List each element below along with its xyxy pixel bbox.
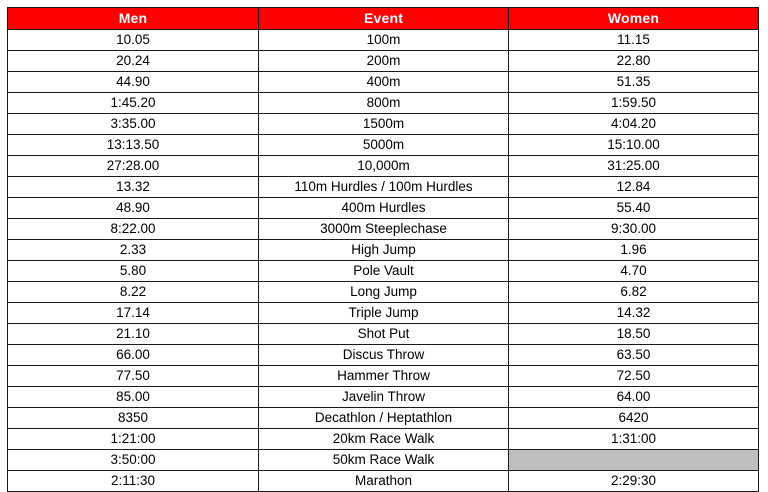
table-row[interactable]: [8, 72, 759, 93]
table-cell-men: 1:45.20: [8, 93, 259, 114]
table-cell-men: 20.24: [8, 51, 259, 72]
table-cell-event: Hammer Throw: [259, 366, 509, 387]
table-row[interactable]: [8, 282, 759, 303]
table-cell-men: 48.90: [8, 198, 259, 219]
table-row[interactable]: [8, 198, 759, 219]
table-cell-men: 85.00: [8, 387, 259, 408]
table-row[interactable]: [8, 303, 759, 324]
table-body: [8, 30, 759, 492]
table-cell-event: 5000m: [259, 135, 509, 156]
table-cell-men: 5.80: [8, 261, 259, 282]
table-cell-women: 55.40: [509, 198, 759, 219]
table-cell-event: Javelin Throw: [259, 387, 509, 408]
table-cell-women: 18.50: [509, 324, 759, 345]
table-cell-women: 6420: [509, 408, 759, 429]
table-cell-men: 10.05: [8, 30, 259, 51]
table-cell-men: 8:22.00: [8, 219, 259, 240]
table-cell-men: 3:50:00: [8, 450, 259, 471]
table-row[interactable]: [8, 135, 759, 156]
column-header-men[interactable]: Men: [8, 8, 259, 30]
table-cell-men: 1:21:00: [8, 429, 259, 450]
table-row[interactable]: [8, 345, 759, 366]
table-cell-event: Pole Vault: [259, 261, 509, 282]
table-cell-men: 17.14: [8, 303, 259, 324]
table-cell-women: 22.80: [509, 51, 759, 72]
table-cell-women: 15:10.00: [509, 135, 759, 156]
table-cell-event: 20km Race Walk: [259, 429, 509, 450]
column-header-event[interactable]: Event: [259, 8, 509, 30]
table-cell-women: 51.35: [509, 72, 759, 93]
table-cell-women: 9:30.00: [509, 219, 759, 240]
table-cell-empty: [509, 450, 759, 471]
table-cell-women: 72.50: [509, 366, 759, 387]
table-cell-event: 200m: [259, 51, 509, 72]
table-cell-women: 12.84: [509, 177, 759, 198]
table-cell-men: 8.22: [8, 282, 259, 303]
table-cell-women: 63.50: [509, 345, 759, 366]
table-cell-event: Long Jump: [259, 282, 509, 303]
header-row: [8, 8, 759, 30]
table-row[interactable]: [8, 324, 759, 345]
table-cell-event: 3000m Steeplechase: [259, 219, 509, 240]
table-row[interactable]: [8, 240, 759, 261]
table-cell-event: Marathon: [259, 471, 509, 492]
table-row[interactable]: [8, 177, 759, 198]
table-cell-event: 100m: [259, 30, 509, 51]
table-row[interactable]: [8, 471, 759, 492]
table-cell-event: Discus Throw: [259, 345, 509, 366]
table-cell-men: 8350: [8, 408, 259, 429]
table-cell-men: 44.90: [8, 72, 259, 93]
table-cell-women: 2:29:30: [509, 471, 759, 492]
table-row[interactable]: [8, 114, 759, 135]
table-cell-women: 11.15: [509, 30, 759, 51]
table-cell-women: 14.32: [509, 303, 759, 324]
table-cell-men: 77.50: [8, 366, 259, 387]
table-header: [8, 8, 759, 30]
table-row[interactable]: [8, 30, 759, 51]
table-cell-event: 50km Race Walk: [259, 450, 509, 471]
table-row[interactable]: [8, 156, 759, 177]
table-row[interactable]: [8, 450, 759, 471]
table-row[interactable]: [8, 387, 759, 408]
table-row[interactable]: [8, 366, 759, 387]
table-row[interactable]: [8, 261, 759, 282]
table-row[interactable]: [8, 429, 759, 450]
table-cell-event: Shot Put: [259, 324, 509, 345]
table-cell-women: 4.70: [509, 261, 759, 282]
table-cell-event: Decathlon / Heptathlon: [259, 408, 509, 429]
table-cell-event: 110m Hurdles / 100m Hurdles: [259, 177, 509, 198]
table-cell-men: 3:35.00: [8, 114, 259, 135]
table-cell-event: 1500m: [259, 114, 509, 135]
table-cell-event: Triple Jump: [259, 303, 509, 324]
table-row[interactable]: [8, 93, 759, 114]
table-cell-women: 1:31:00: [509, 429, 759, 450]
table-cell-men: 21.10: [8, 324, 259, 345]
table-cell-women: 1.96: [509, 240, 759, 261]
table-cell-event: 10,000m: [259, 156, 509, 177]
table-cell-women: 1:59.50: [509, 93, 759, 114]
table-cell-men: 2:11:30: [8, 471, 259, 492]
table-cell-men: 27:28.00: [8, 156, 259, 177]
table-cell-men: 13:13.50: [8, 135, 259, 156]
table-cell-men: 66.00: [8, 345, 259, 366]
table-cell-men: 2.33: [8, 240, 259, 261]
table-cell-event: 400m Hurdles: [259, 198, 509, 219]
table-cell-event: High Jump: [259, 240, 509, 261]
table-row[interactable]: [8, 408, 759, 429]
table-cell-event: 400m: [259, 72, 509, 93]
table-cell-women: 31:25.00: [509, 156, 759, 177]
table-cell-women: 64.00: [509, 387, 759, 408]
table-cell-women: 4:04.20: [509, 114, 759, 135]
table-row[interactable]: [8, 219, 759, 240]
athletics-records-table: [7, 7, 759, 492]
table-row[interactable]: [8, 51, 759, 72]
table-cell-event: 800m: [259, 93, 509, 114]
table-cell-women: 6.82: [509, 282, 759, 303]
column-header-women[interactable]: Women: [509, 8, 759, 30]
table-cell-men: 13.32: [8, 177, 259, 198]
